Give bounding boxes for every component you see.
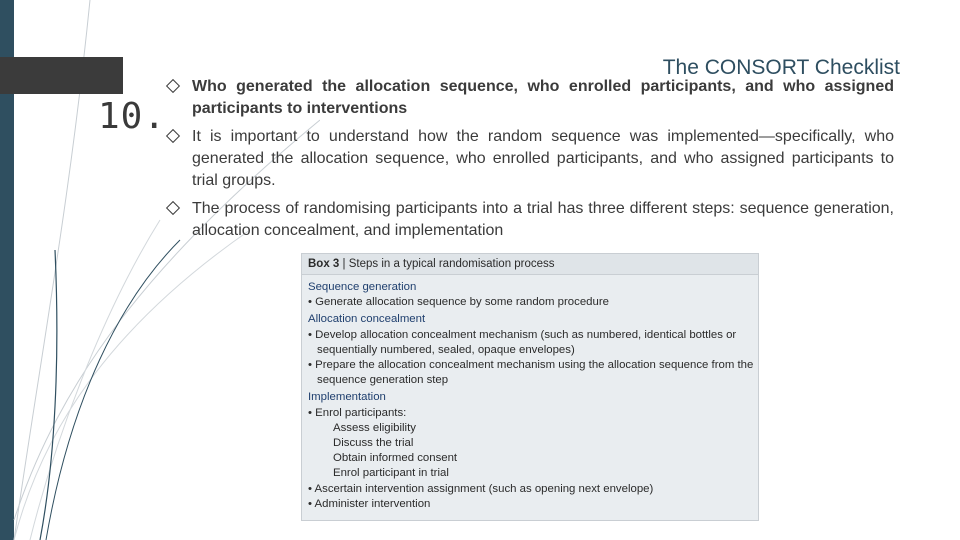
box-header [302, 254, 758, 275]
box-list-item-continued: sequentially numbered, sealed, opaque envelopes) [317, 343, 575, 356]
slide-title: The CONSORT Checklist [662, 56, 900, 79]
bullet-item [168, 76, 894, 120]
diamond-bullet-icon [166, 201, 180, 215]
box-label: Box 3 [308, 258, 340, 270]
box-section-heading: Sequence generation [308, 281, 417, 293]
box-title: Steps in a typical randomisation process [348, 258, 555, 270]
box-body [302, 275, 758, 512]
bullet-item [168, 198, 894, 242]
box-list-item-continued: sequence generation step [317, 374, 449, 387]
box-sub-item: Obtain informed consent [333, 452, 458, 465]
box-list-item: • Enrol participants: [308, 406, 407, 419]
bullet-text: The process of randomising participants into a trial has three different steps: sequence generation, allocation concealment, and implementation [192, 200, 894, 239]
slide-number: 10. [98, 96, 167, 137]
bullet-item [168, 126, 894, 192]
box-list-item: • Ascertain intervention assignment (such as opening next envelope) [308, 482, 654, 495]
box-sub-item: Discuss the trial [333, 437, 414, 450]
box-section-heading: Implementation [308, 391, 386, 404]
title-bar [0, 57, 123, 94]
box-list-item: • Develop allocation concealment mechanism (such as numbered, identical bottles or [308, 328, 737, 341]
box-list-item: • Generate allocation sequence by some random procedure [308, 296, 609, 309]
box-section-heading: Allocation concealment [308, 313, 426, 326]
bullet-list [168, 76, 894, 248]
bullet-text: Who generated the allocation sequence, who enrolled participants, and who assigned participants to interventions [192, 78, 894, 117]
box-separator: | [342, 258, 349, 270]
box-list-item: • Prepare the allocation concealment mechanism using the allocation sequence from the [308, 359, 754, 372]
diamond-bullet-icon [166, 129, 180, 143]
randomisation-steps-box [301, 253, 759, 521]
bullet-text: It is important to understand how the random sequence was implemented—specifically, who generated the allocation sequence, who enrolled participants, and who assigned participants to trial groups. [192, 128, 894, 189]
box-sub-item: Enrol participant in trial [333, 467, 449, 480]
box-sub-item: Assess eligibility [333, 421, 416, 434]
box-list-item: • Administer intervention [308, 497, 431, 510]
diamond-bullet-icon [166, 79, 180, 93]
